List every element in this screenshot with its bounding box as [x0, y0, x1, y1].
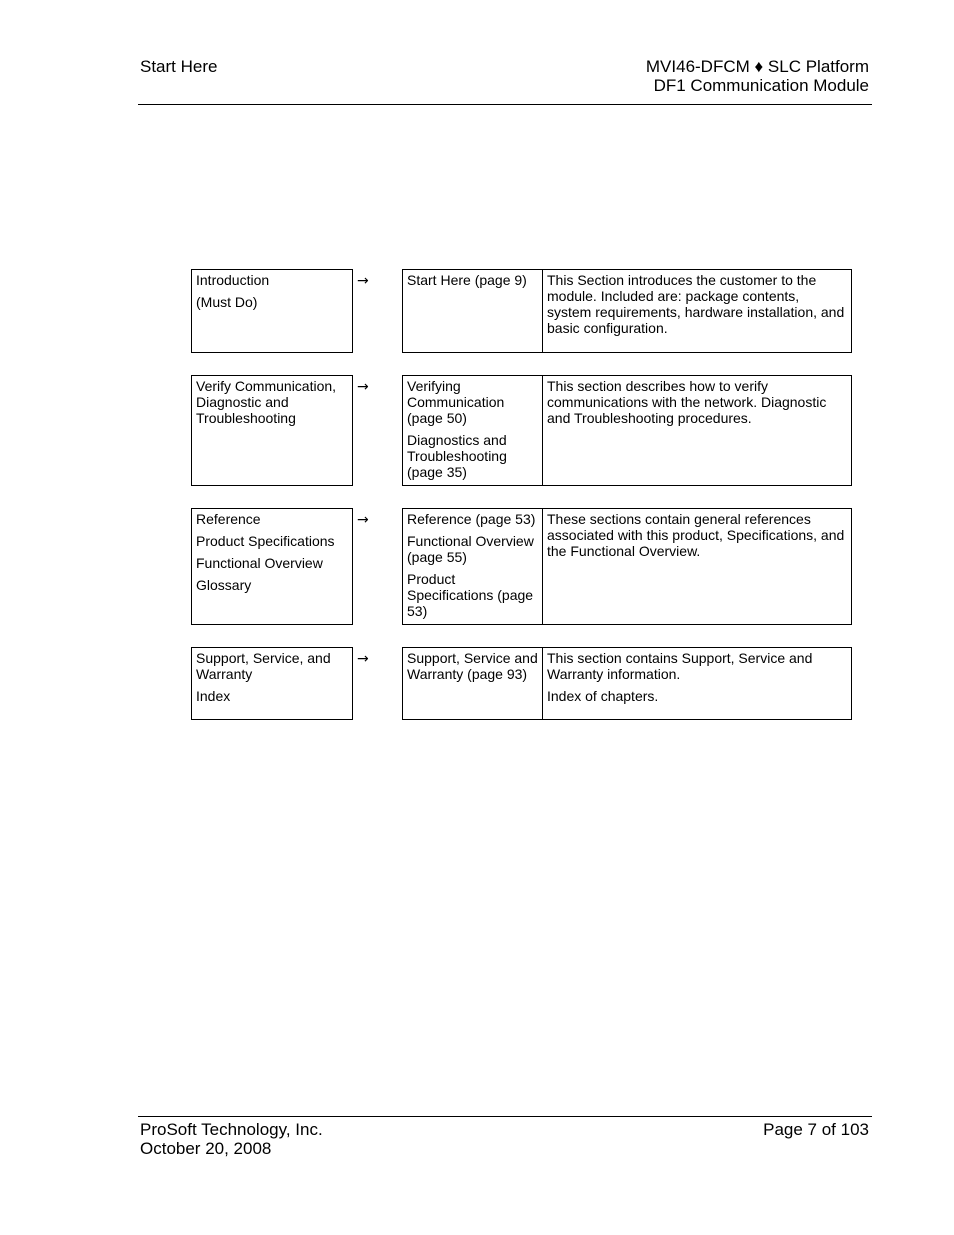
description-text: These sections contain general references associated with this product, Specifications, and the Functional Overview.: [547, 511, 845, 559]
guide-box-verify: [191, 375, 353, 486]
header-product-line2: DF1 Communication Module: [653, 76, 869, 95]
description-text: Index of chapters.: [547, 688, 659, 704]
header-product-line1: MVI46-DFCM ♦ SLC Platform: [645, 57, 869, 76]
footer-date: October 20, 2008: [140, 1139, 272, 1158]
guide-item: Index: [196, 688, 231, 704]
guide-item: Support, Service, and Warranty: [196, 650, 331, 682]
arrow-icon: →: [357, 651, 369, 667]
guide-description: [543, 648, 851, 719]
guide-item: Product Specifications: [196, 533, 335, 549]
description-text: This section contains Support, Service and Warranty information.: [547, 650, 813, 682]
arrow-icon: →: [357, 273, 369, 289]
page-link[interactable]: Verifying Communication (page 50): [407, 378, 505, 426]
guide-description: [543, 270, 851, 352]
page-link[interactable]: Functional Overview (page 55): [407, 533, 534, 565]
footer-company-block: [140, 1120, 323, 1158]
footer-page-number: Page 7 of 103: [763, 1120, 869, 1139]
guide-links: [403, 509, 543, 624]
guide-box-introduction: [191, 269, 353, 353]
page-link[interactable]: Reference (page 53): [407, 511, 536, 527]
footer-company: ProSoft Technology, Inc.: [140, 1120, 323, 1139]
arrow-icon: →: [357, 512, 369, 528]
footer-divider: [138, 1116, 872, 1117]
page-link[interactable]: Support, Service and Warranty (page 93): [407, 650, 538, 682]
guide-item: Glossary: [196, 577, 252, 593]
page-link[interactable]: Start Here (page 9): [407, 272, 527, 288]
guide-links: [403, 376, 543, 485]
arrow-icon: →: [357, 379, 369, 395]
guide-target-reference: [402, 508, 852, 625]
guide-description: [543, 376, 851, 485]
header-section-title: Start Here: [140, 57, 218, 76]
guide-item: Introduction: [196, 272, 270, 288]
page-link[interactable]: Diagnostics and Troubleshooting (page 35): [407, 432, 507, 480]
guide-item: (Must Do): [196, 294, 258, 310]
guide-item: Verify Communication, Diagnostic and Troubleshooting: [196, 378, 337, 426]
guide-item: Functional Overview: [196, 555, 323, 571]
description-text: This Section introduces the customer to the module. Included are: package contents, system requirements, hardware installation, and basic configuration.: [547, 272, 845, 336]
header-divider: [138, 104, 872, 105]
guide-target-introduction: [402, 269, 852, 353]
guide-links: [403, 270, 543, 352]
page-link[interactable]: Product Specifications (page 53): [407, 571, 534, 619]
guide-item: Reference: [196, 511, 261, 527]
guide-box-support: [191, 647, 353, 720]
guide-target-support: [402, 647, 852, 720]
guide-box-reference: [191, 508, 353, 625]
guide-description: [543, 509, 851, 624]
guide-target-verify: [402, 375, 852, 486]
description-text: This section describes how to verify communications with the network. Diagnostic and Troubleshooting procedures.: [547, 378, 827, 426]
header-product-title: [646, 57, 869, 95]
guide-links: [403, 648, 543, 719]
